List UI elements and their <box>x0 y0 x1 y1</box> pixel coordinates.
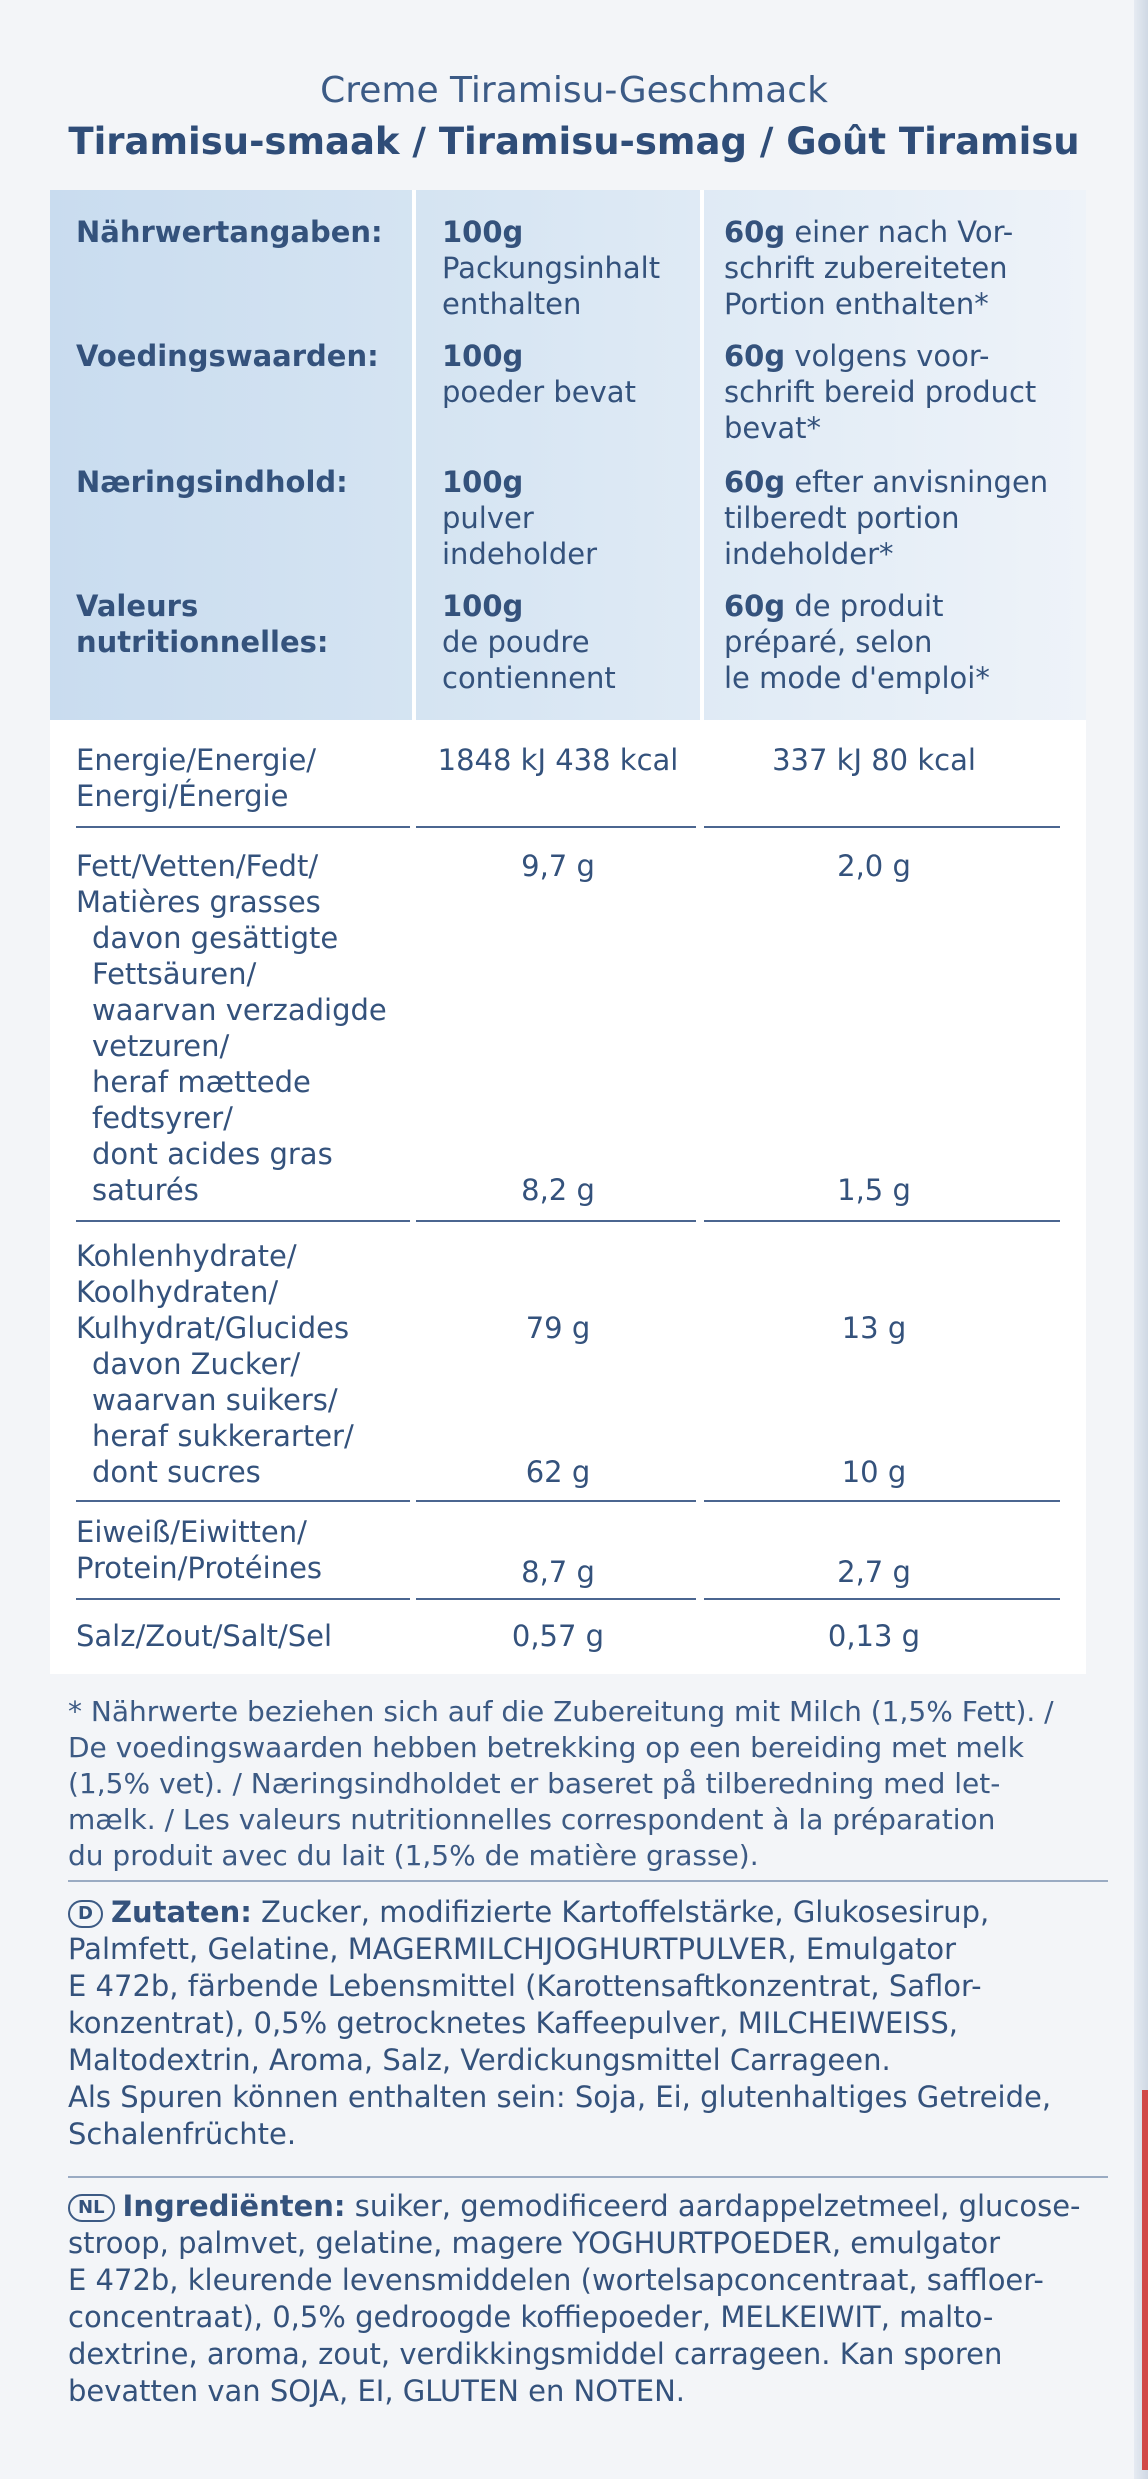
row-divider <box>416 826 696 828</box>
header-100g-fr: 100g de poudre contiennent <box>442 589 616 695</box>
row-energy-100g: 1848 kJ 438 kcal <box>437 743 679 777</box>
row-divider <box>76 1598 410 1600</box>
row-saturated-60g: 1,5 g <box>837 1173 911 1207</box>
header-100g-da: 100g pulver indeholder <box>442 465 598 571</box>
row-protein-100g: 8,7 g <box>521 1555 595 1589</box>
row-divider <box>704 826 1060 828</box>
row-saturated-label: davon gesättigte Fettsäuren/ waarvan verzadigde vetzuren/ heraf mættede fedtsyrer/ dont acides gras saturés <box>92 921 387 1207</box>
divider <box>68 2176 1108 2178</box>
header-label-nl: Voedingswaarden: <box>76 339 379 373</box>
header-100g-de: 100g Packungsinhalt enthalten <box>442 215 661 321</box>
row-divider <box>416 1598 696 1600</box>
row-divider <box>416 1500 696 1502</box>
column-divider <box>412 190 416 1674</box>
row-divider <box>704 1598 1060 1600</box>
ingredients-de <box>68 1894 1128 2153</box>
row-divider <box>76 1220 410 1222</box>
row-carbs-60g: 13 g <box>841 1311 907 1345</box>
language-badge-nl: NL <box>68 2194 115 2222</box>
row-divider <box>76 1500 410 1502</box>
header-60g-fr: 60g de produit préparé, selon le mode d'emploi* <box>724 589 990 695</box>
column-divider <box>700 190 704 1674</box>
row-energy-label: Energie/Energie/ Energi/Énergie <box>76 743 317 813</box>
footnote: * Nährwerte beziehen sich auf die Zubereitung mit Milch (1,5% Fett). / De voedingswaarden hebben betrekking op een bereiding met melk (1,5% vet). / Næringsindholdet er baseret på tilberedning med let- mælk. / Les valeurs nutritionnelles correspondent à la préparation du produit avec du lait (1,5% de matière grasse). <box>68 1695 1054 1872</box>
row-fat-60g: 2,0 g <box>837 849 911 883</box>
row-divider <box>704 1500 1060 1502</box>
row-carbs-label: Kohlenhydrate/ Koolhydraten/ Kulhydrat/Glucides <box>76 1239 350 1345</box>
row-saturated-100g: 8,2 g <box>521 1173 595 1207</box>
header-label-da: Næringsindhold: <box>76 465 348 499</box>
row-energy-60g: 337 kJ 80 kcal <box>772 743 976 777</box>
header-60g-de: 60g einer nach Vor- schrift zubereiteten Portion enthalten* <box>724 215 1014 321</box>
row-protein-label: Eiweiß/Eiwitten/ Protein/Protéines <box>76 1515 323 1585</box>
row-carbs-100g: 79 g <box>525 1311 591 1345</box>
divider <box>68 1880 1108 1882</box>
package-red-edge <box>1142 2090 1148 2470</box>
row-fat-100g: 9,7 g <box>521 849 595 883</box>
product-title: Creme Tiramisu-Geschmack <box>320 70 828 111</box>
row-fat-label: Fett/Vetten/Fedt/ Matières grasses <box>76 849 321 919</box>
row-sugars-60g: 10 g <box>841 1455 907 1489</box>
ingredients-nl <box>68 2188 1128 2410</box>
ingredients-de-heading: Zutaten: <box>110 1895 252 1929</box>
row-salt-label: Salz/Zout/Salt/Sel <box>76 1619 333 1653</box>
row-divider <box>704 1220 1060 1222</box>
row-sugars-100g: 62 g <box>525 1455 591 1489</box>
ingredients-nl-heading: Ingrediënten: <box>122 2189 346 2223</box>
row-salt-60g: 0,13 g <box>827 1619 921 1653</box>
header-label-de: Nährwertangaben: <box>76 215 383 249</box>
header-60g-da: 60g efter anvisningen tilberedt portion indeholder* <box>724 465 1049 571</box>
header-label-fr: Valeurs nutritionnelles: <box>76 589 329 659</box>
row-divider <box>76 826 410 828</box>
row-salt-100g: 0,57 g <box>511 1619 605 1653</box>
ingredients-nl-text: suiker, gemodificeerd aardappelzetmeel, glucose- stroop, palmvet, gelatine, magere YOGHURTPOEDER, emulgator E 472b, kleurende levensmiddelen (wortelsapconcentraat, saffloer- concentraat), 0,5% gedroogde koffiepoeder, MELKEIWIT, malto- dextrine, aroma, zout, verdikkingsmiddel carrageen. Kan sporen bevatten van SOJA, EI, GLUTEN en NOTEN. <box>68 2189 1081 2408</box>
language-badge-de: D <box>68 1900 103 1928</box>
product-subtitle: Tiramisu-smaak / Tiramisu-smag / Goût Tiramisu <box>68 120 1080 163</box>
header-100g-nl: 100g poeder bevat <box>442 339 636 409</box>
ingredients-de-text: Zucker, modifizierte Kartoffelstärke, Glukosesirup, Palmfett, Gelatine, MAGERMILCHJOGHURTPULVER, Emulgator E 472b, färbende Lebensmittel (Karottensaftkonzentrat, Saflor- konzentrat), 0,5% getrocknetes Kaffeepulver, MILCHEIWEISS, Maltodextrin, Aroma, Salz, Verdickungsmittel Carrageen. Als Spuren können enthalten sein: Soja, Ei, glutenhaltiges Getreide, Schalenfrüchte. <box>68 1895 1052 2151</box>
row-protein-60g: 2,7 g <box>837 1555 911 1589</box>
row-sugars-label: davon Zucker/ waarvan suikers/ heraf sukkerarter/ dont sucres <box>92 1347 354 1489</box>
header-60g-nl: 60g volgens voor- schrift bereid product bevat* <box>724 339 1037 445</box>
row-divider <box>416 1220 696 1222</box>
